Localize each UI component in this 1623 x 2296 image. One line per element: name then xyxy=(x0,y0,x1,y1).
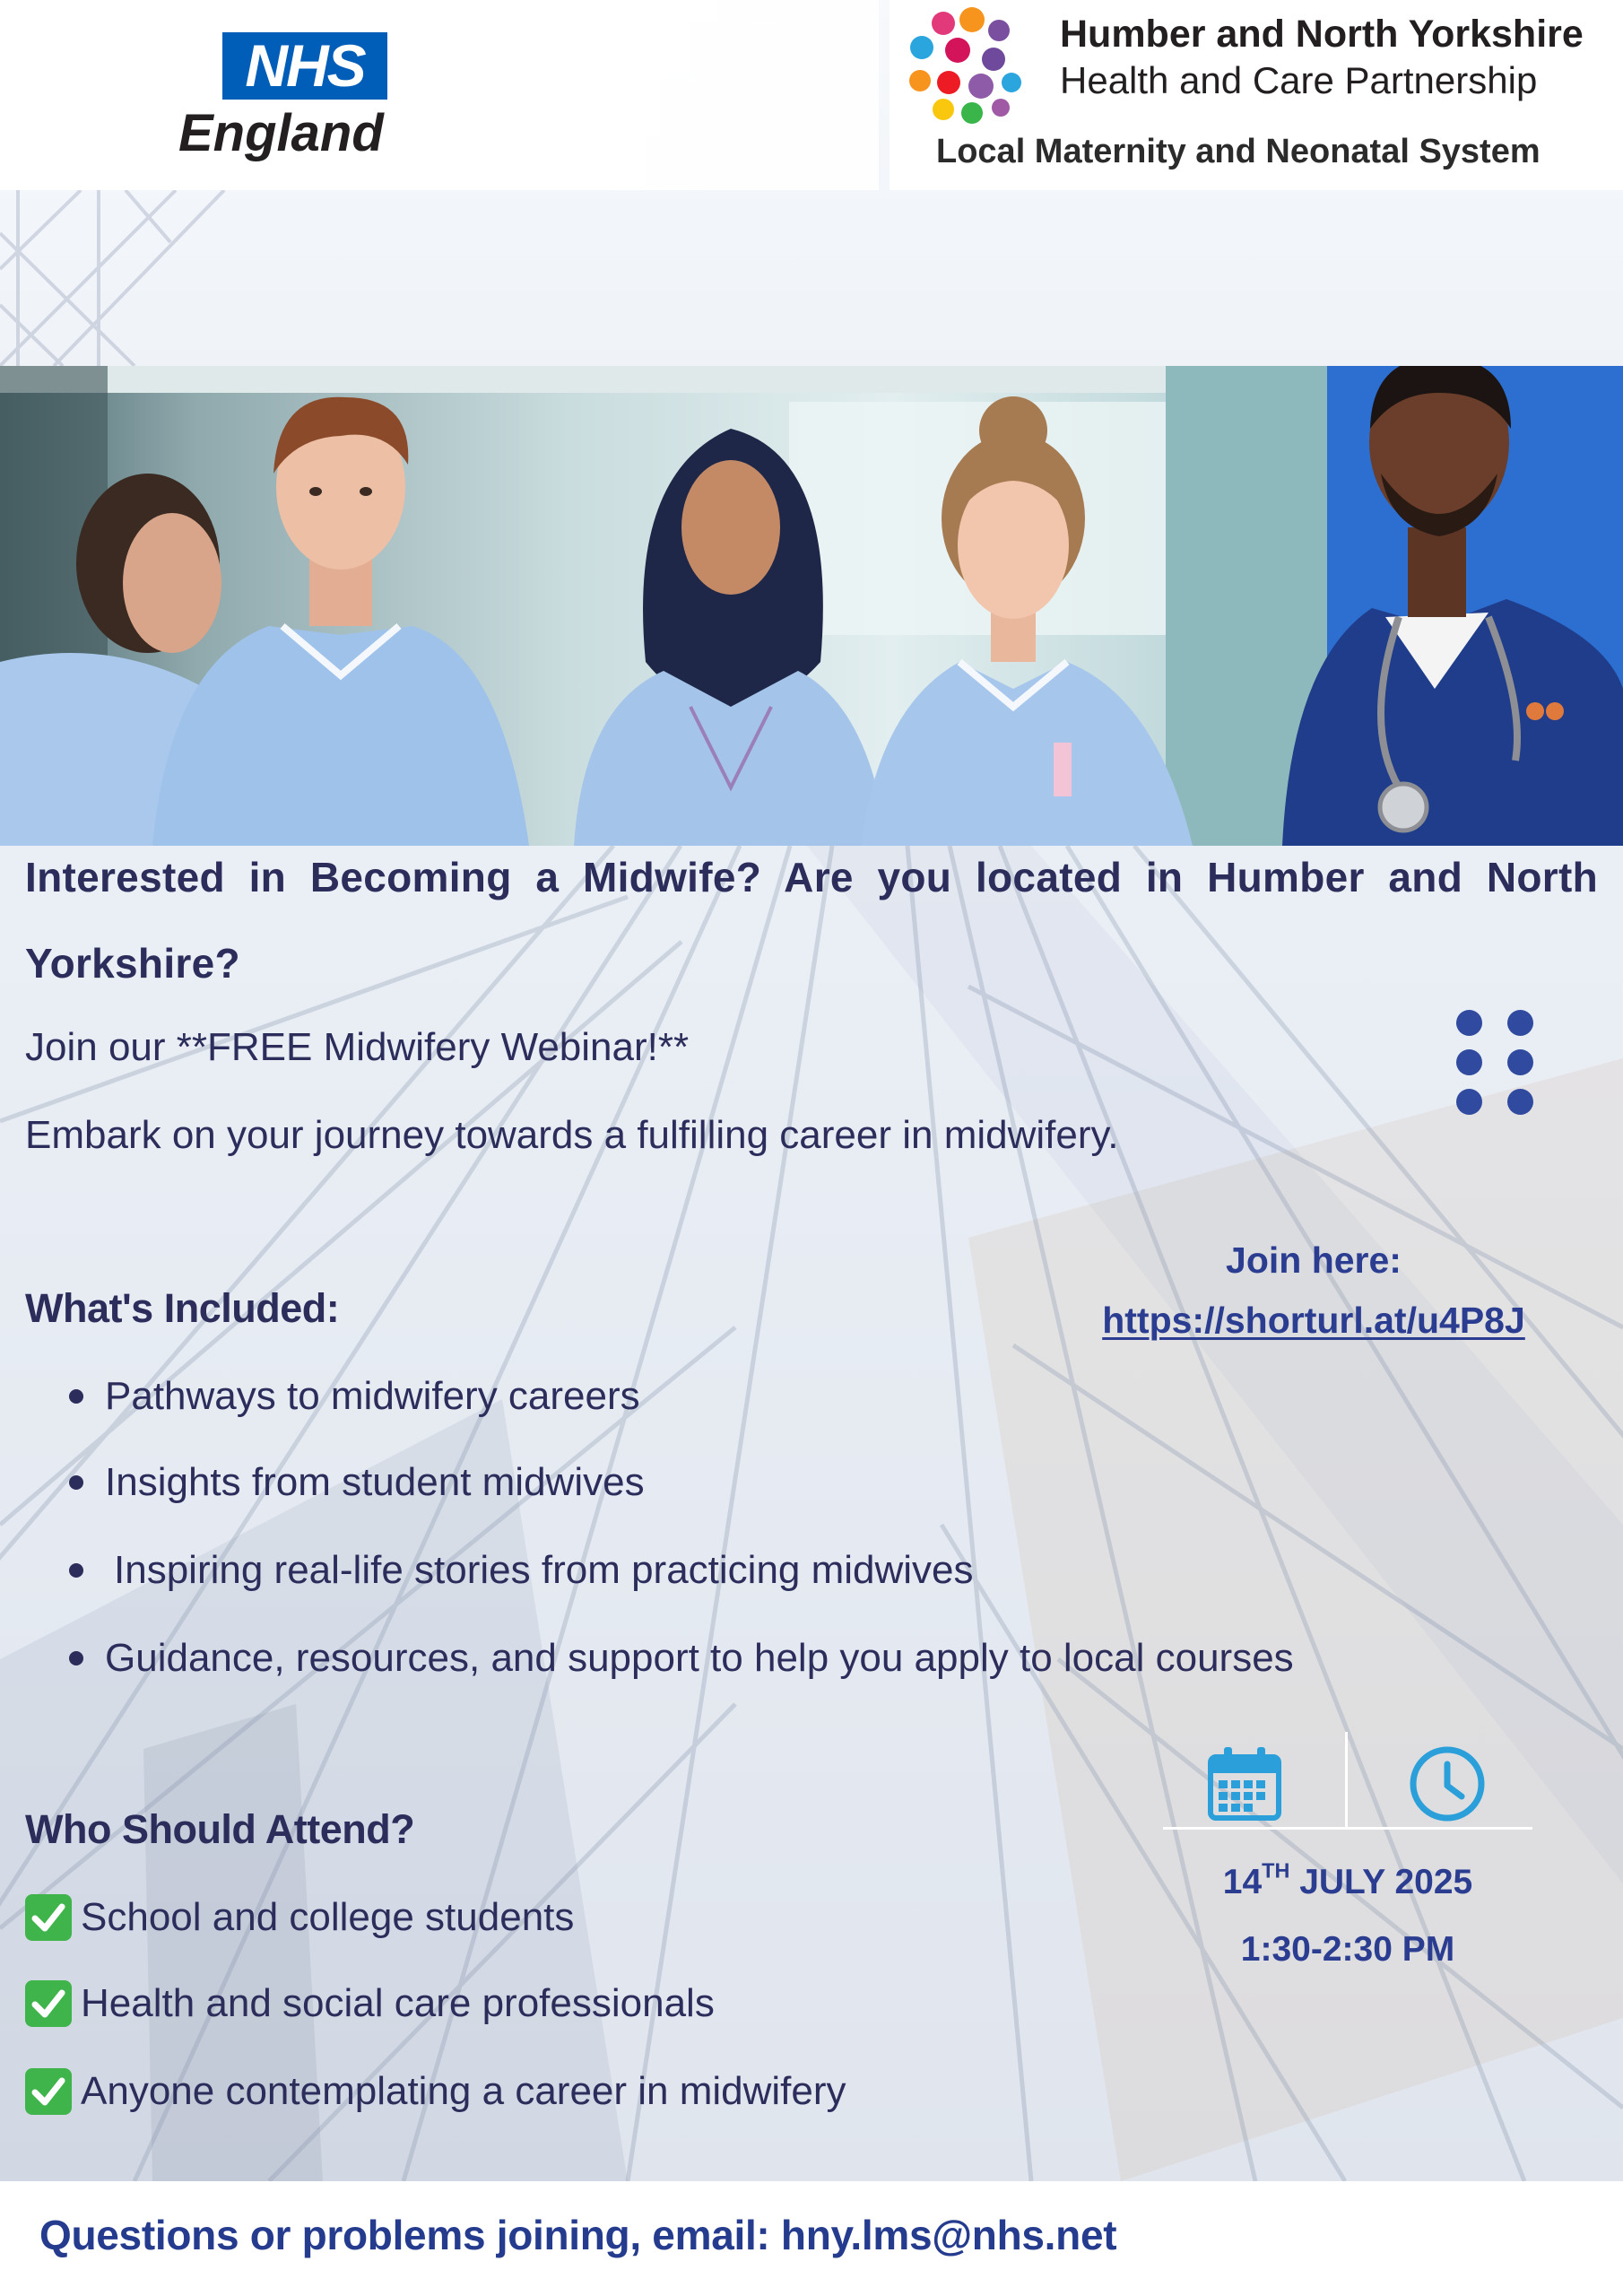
event-date-suffix: TH xyxy=(1262,1858,1290,1883)
event-date-day: 14 xyxy=(1222,1863,1263,1901)
calendar-icon xyxy=(1206,1744,1283,1822)
nhs-logo-area xyxy=(0,0,879,190)
sky-lattice xyxy=(0,190,224,366)
bullet-icon xyxy=(69,1563,83,1578)
footer xyxy=(0,2181,1623,2296)
event-divider-horizontal xyxy=(1163,1827,1532,1830)
event-date xyxy=(1163,1859,1532,1906)
included-item xyxy=(0,1458,1524,1507)
dots-grid-icon xyxy=(1456,1010,1533,1116)
nhs-logo-mark: NHS xyxy=(245,32,365,99)
intro-heading: Interested in Becoming a Midwife? Are you located in Humber and North Yorkshire? xyxy=(25,854,1598,987)
partner-system-name: Local Maternity and Neonatal System xyxy=(936,133,1541,170)
bullet-icon xyxy=(69,1389,83,1404)
attend-item-text: Health and social care professionals xyxy=(81,1981,715,2025)
check-icon xyxy=(25,2068,72,2115)
dot xyxy=(1507,1089,1533,1115)
attend-item xyxy=(0,2067,1076,2116)
check-icon xyxy=(25,1894,72,1941)
event-time: 1:30-2:30 PM xyxy=(1240,1930,1455,1969)
attend-item-text: School and college students xyxy=(81,1895,575,1939)
attend-item xyxy=(0,1979,1076,2028)
included-item-text: Inspiring real-life stories from practicing midwives xyxy=(114,1548,974,1592)
partner-subname: Health and Care Partnership xyxy=(1060,59,1538,101)
included-item-text: Insights from student midwives xyxy=(105,1460,645,1504)
join-label: Join here: xyxy=(1226,1239,1402,1281)
webinar-invite-text: Join our **FREE Midwifery Webinar!** xyxy=(25,1025,690,1069)
included-item xyxy=(0,1634,1524,1683)
partner-logo-area xyxy=(890,0,1623,190)
dot xyxy=(1456,1010,1482,1036)
partner-name: Humber and North Yorkshire xyxy=(1060,13,1584,56)
colorful-dots-icon xyxy=(907,7,1024,124)
included-item xyxy=(0,1372,1524,1421)
attend-item-text: Anyone contemplating a career in midwifery xyxy=(81,2069,846,2113)
attend-title: Who Should Attend? xyxy=(25,1806,415,1852)
included-item xyxy=(0,1546,1524,1595)
event-date-rest: JULY 2025 xyxy=(1299,1863,1473,1901)
join-link[interactable]: https://shorturl.at/u4P8J xyxy=(1102,1300,1525,1341)
bullet-icon xyxy=(69,1475,83,1490)
tagline-text: Embark on your journey towards a fulfilling career in midwifery. xyxy=(25,1113,1119,1157)
nhs-logo xyxy=(222,32,387,100)
included-title: What's Included: xyxy=(25,1285,340,1331)
included-item-text: Guidance, resources, and support to help you apply to local courses xyxy=(105,1636,1294,1680)
check-icon xyxy=(25,1980,72,2027)
attend-item xyxy=(0,1893,1076,1942)
dot xyxy=(1507,1049,1533,1075)
dot xyxy=(1507,1010,1533,1036)
dot xyxy=(1456,1049,1482,1075)
bullet-icon xyxy=(69,1651,83,1665)
event-divider-vertical xyxy=(1345,1732,1348,1827)
included-item-text: Pathways to midwifery careers xyxy=(105,1374,640,1418)
dot xyxy=(1456,1089,1482,1115)
hero-photo xyxy=(0,366,1623,846)
nhs-logo-name: England xyxy=(178,104,384,162)
footer-contact-text: Questions or problems joining, email: hny.lms@nhs.net xyxy=(39,2212,1117,2258)
clock-icon xyxy=(1408,1744,1487,1823)
